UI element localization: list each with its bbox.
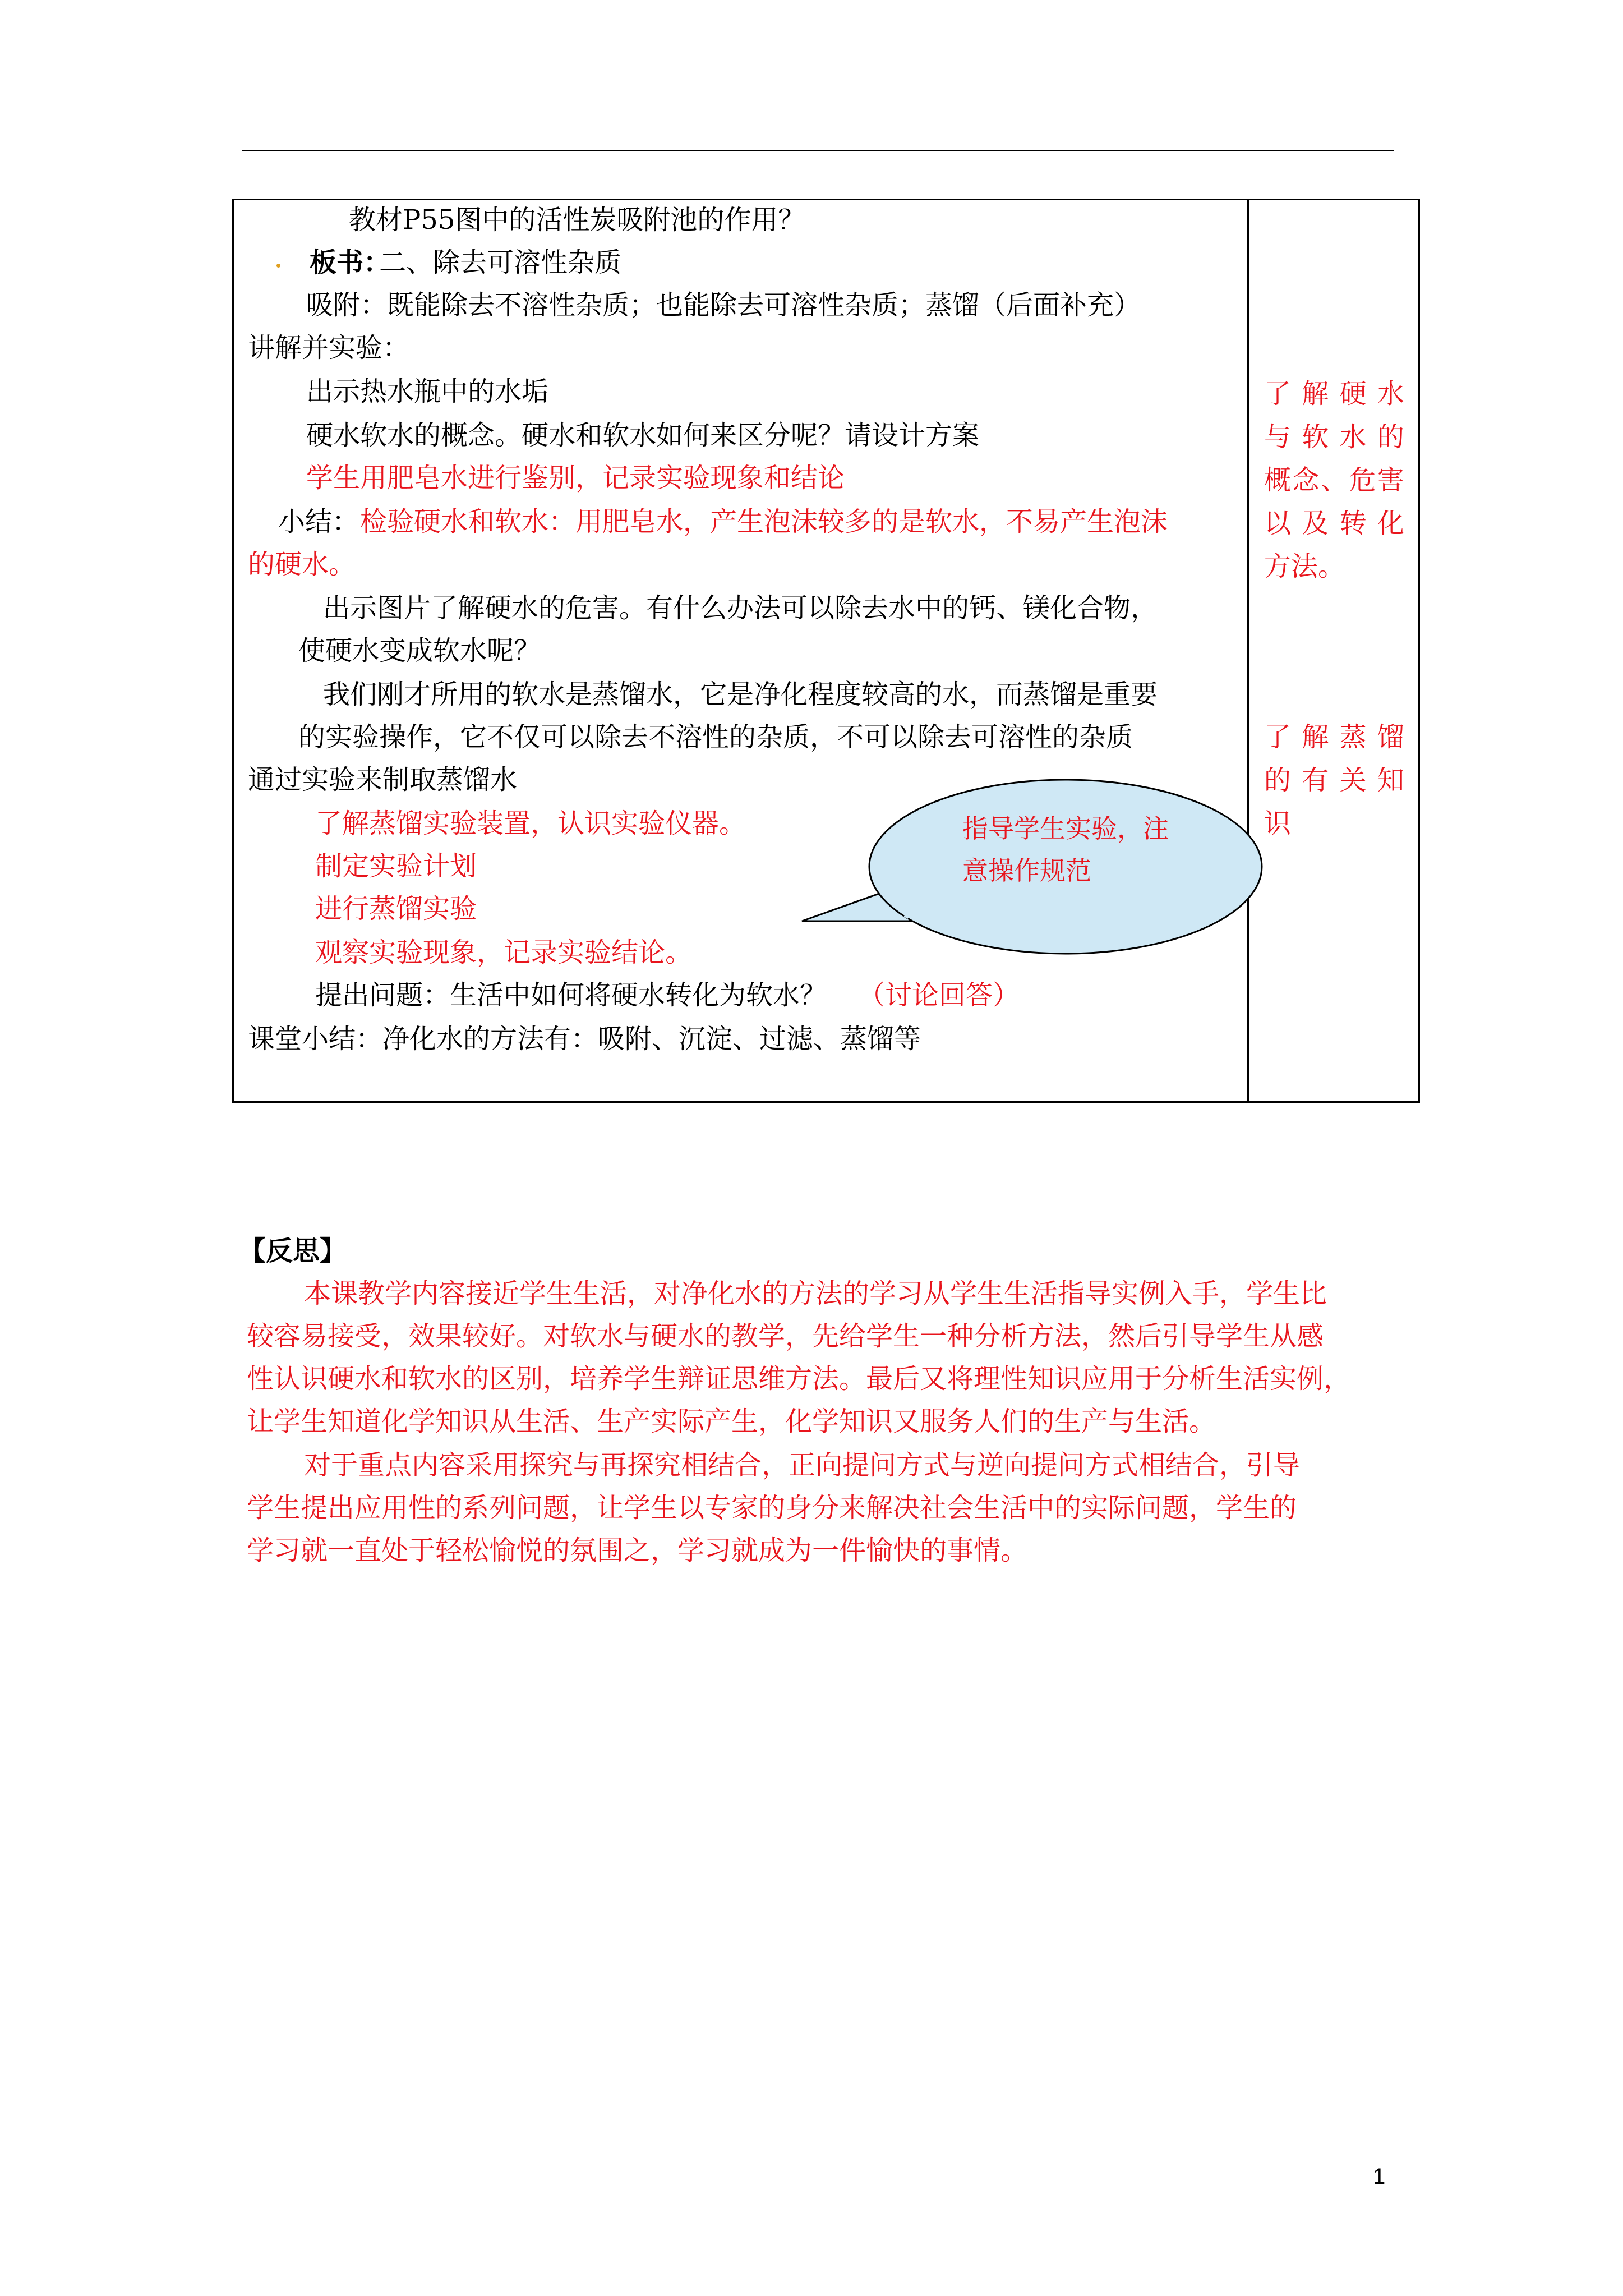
- side-note-line: 了解蒸馏: [1264, 721, 1404, 753]
- table-line-12: 我们刚才所用的软水是蒸馏水，它是净化程度较高的水，而蒸馏是重要: [323, 679, 1158, 710]
- reflection-line: 让学生知道化学知识从生活、生产实际产生，化学知识又服务人们的生产与生活。: [247, 1406, 1216, 1437]
- table-line-18: 观察实验现象，记录实验结论。: [315, 937, 693, 968]
- table-line-1: 教材P55图中的活性炭吸附池的作用？: [349, 204, 805, 236]
- table-line-4: 讲解并实验：: [248, 332, 410, 364]
- side-note-hard-water: [1264, 372, 1404, 588]
- side-note-line: 以及转化: [1264, 508, 1404, 539]
- board-title: 二、除去可溶性杂质: [379, 247, 622, 278]
- bullet-dot: [276, 264, 280, 268]
- bubble-line-1: 指导学生实验，注: [962, 813, 1169, 844]
- reflection-line: 性认识硬水和软水的区别，培养学生辩证思维方法。最后又将理性知识应用于分析生活实例，: [247, 1363, 1351, 1395]
- reflection-line: 较容易接受，效果较好。对软水与硬水的教学，先给学生一种分析方法，然后引导学生从感: [247, 1320, 1324, 1352]
- side-note-line: 概念、危害: [1264, 464, 1404, 496]
- board-label: 板书：: [310, 247, 391, 278]
- page-number: 1: [1373, 2164, 1386, 2189]
- question-answer-note: （讨论回答）: [858, 979, 1020, 1011]
- question-line: 提出问题：生活中如何将硬水转化为软水？: [315, 979, 827, 1011]
- table-line-14: 通过实验来制取蒸馏水: [248, 764, 518, 795]
- bubble-line-2: 意操作规范: [962, 855, 1091, 886]
- table-line-16: 制定实验计划: [315, 850, 477, 882]
- reflection-line: 对于重点内容采用探究与再探究相结合，正向提问方式与逆向提问方式相结合，引导: [304, 1450, 1301, 1481]
- table-line-13: 的实验操作，它不仅可以除去不溶性的杂质，不可以除去可溶性的杂质: [298, 721, 1133, 753]
- header-rule: [242, 150, 1394, 151]
- table-line-6: 硬水软水的概念。硬水和软水如何来区分呢？请设计方案: [306, 420, 980, 451]
- table-line-17: 进行蒸馏实验: [315, 893, 477, 924]
- table-line-9: 的硬水。: [248, 549, 356, 580]
- table-line-7: 学生用肥皂水进行鉴别，记录实验现象和结论: [306, 462, 845, 494]
- reflection-line: 本课教学内容接近学生生活，对净化水的方法的学习从学生生活指导实例入手，学生比: [304, 1278, 1327, 1309]
- table-line-3: 吸附：既能除去不溶性杂质；也能除去可溶性杂质；蒸馏（后面补充）: [306, 289, 1141, 321]
- side-note-line: 的有关知: [1264, 765, 1404, 796]
- table-line-11: 使硬水变成软水呢？: [298, 635, 541, 666]
- side-note-line: 方法。: [1264, 551, 1345, 582]
- table-line-5: 出示热水瓶中的水垢: [306, 376, 549, 407]
- table-line-15: 了解蒸馏实验装置，认识实验仪器。: [315, 808, 746, 839]
- reflection-heading: 【反思】: [239, 1235, 347, 1267]
- reflection-line: 学习就一直处于轻松愉悦的氛围之，学习就成为一件愉快的事情。: [247, 1535, 1028, 1566]
- summary-label: 小结：: [278, 506, 359, 537]
- table-line-20: 课堂小结：净化水的方法有：吸附、沉淀、过滤、蒸馏等: [248, 1023, 921, 1055]
- side-note-line: 与软水的: [1264, 421, 1404, 453]
- side-note-line: 识: [1264, 808, 1292, 839]
- table-line-8: 检验硬水和软水：用肥皂水，产生泡沫较多的是软水，不易产生泡沫: [360, 506, 1168, 537]
- side-note-line: 了解硬水: [1264, 378, 1404, 409]
- reflection-line: 学生提出应用性的系列问题，让学生以专家的身分来解决社会生活中的实际问题，学生的: [247, 1492, 1297, 1524]
- table-line-10: 出示图片了解硬水的危害。有什么办法可以除去水中的钙、镁化合物，: [323, 592, 1158, 624]
